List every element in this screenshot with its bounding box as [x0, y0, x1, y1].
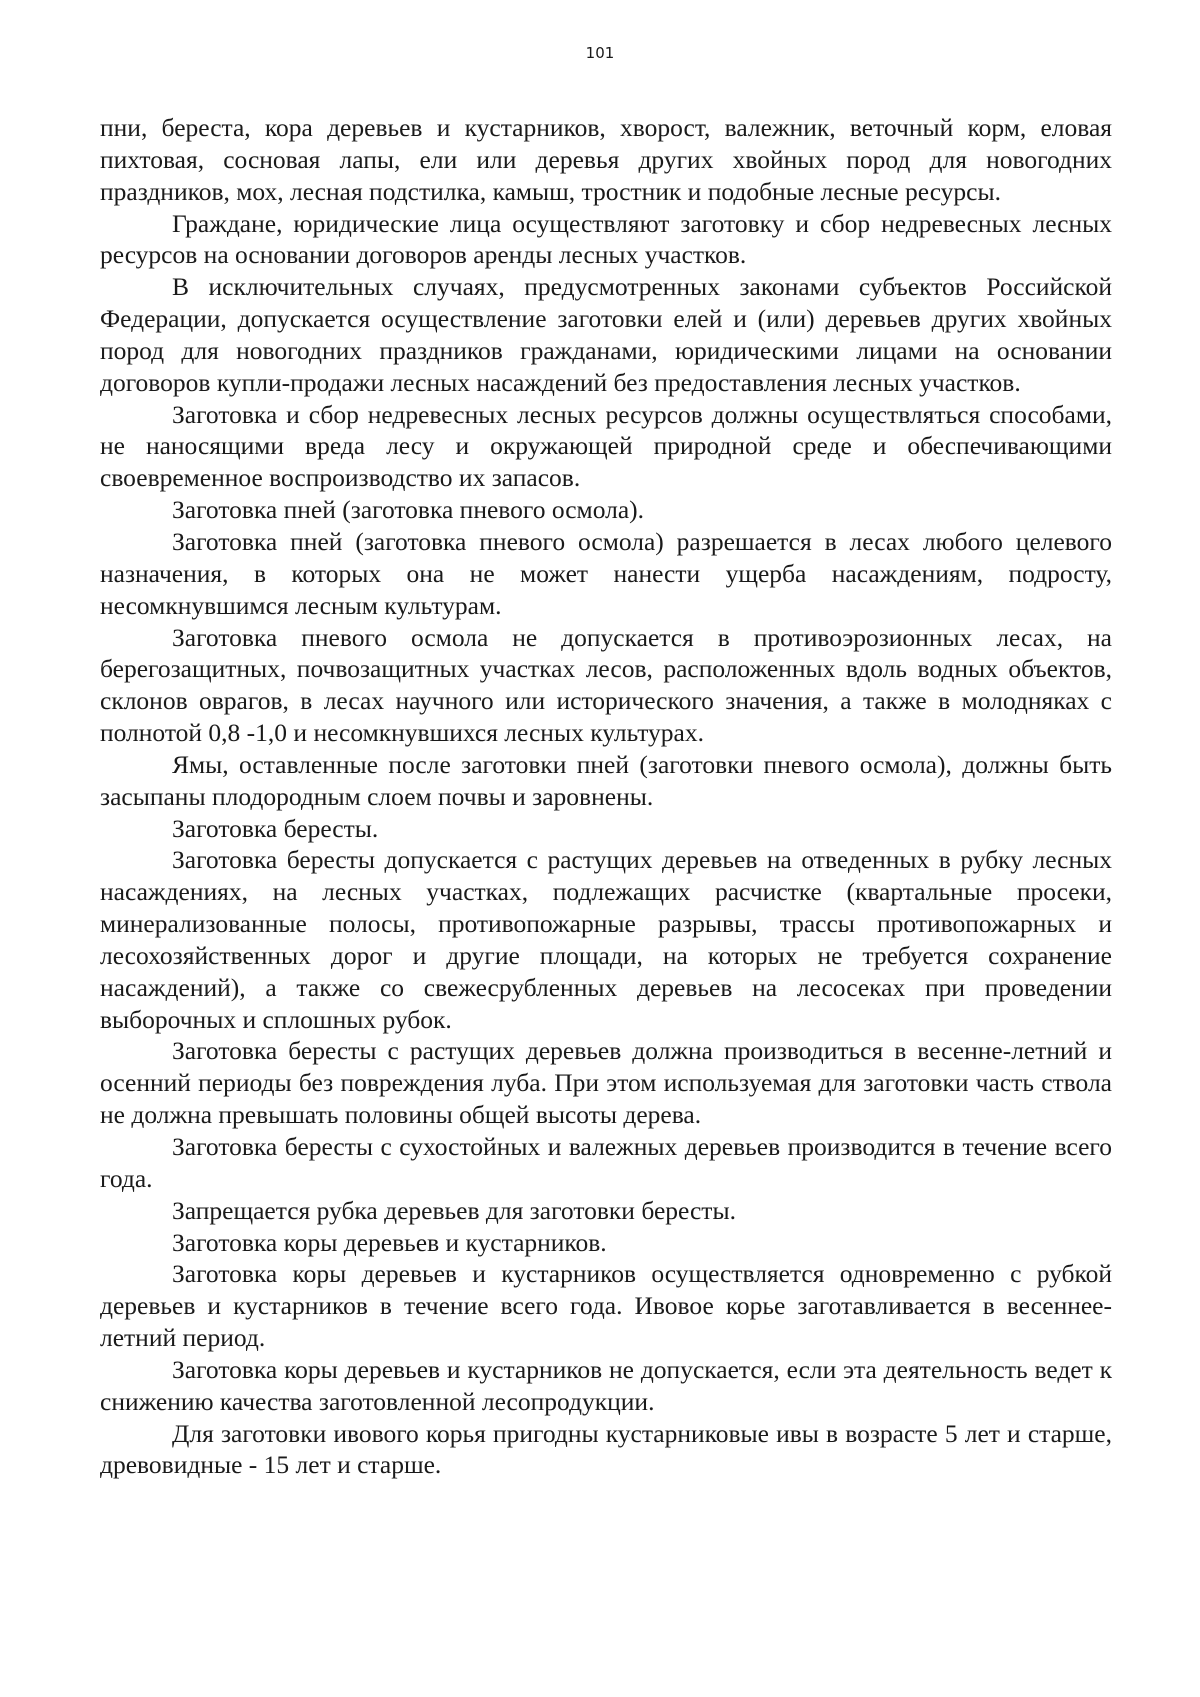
paragraph: пни, береста, кора деревьев и кустарников, хворост, валежник, веточный корм, еловая пихтовая, сосновая лапы, ели или деревья других хвойных пород для новогодних праздников, мох, лесная подстилка, камыш, тростник и подобные лесные ресурсы. — [100, 113, 1112, 206]
paragraph: Заготовка пневого осмола не допускается в противоэрозионных лесах, на берегозащитных, почвозащитных участках лесов, расположенных вдоль водных объектов, склонов оврагов, в лесах научного или исторического значения, а также в молодняках с полнотой 0,8 -1,0 и несомкнувшихся лесных культурах. — [100, 622, 1112, 748]
paragraph: В исключительных случаях, предусмотренных законами субъектов Российской Федерации, допускается осуществление заготовки елей и (или) деревьев других хвойных пород для новогодних праздников гражданами, юридическими лицами на основании договоров купли-продажи лесных насаждений без предоставления лесных участков. — [100, 272, 1112, 397]
paragraph: Заготовка коры деревьев и кустарников не допускается, если эта деятельность ведет к снижению качества заготовленной лесопродукции. — [100, 1354, 1112, 1416]
paragraph: Заготовка бересты с растущих деревьев должна производиться в весенне-летний и осенний периоды без повреждения луба. При этом используемая для заготовки часть ствола не должна превышать половины общей высоты дерева. — [100, 1036, 1112, 1130]
section-heading: Заготовка коры деревьев и кустарников. — [172, 1227, 607, 1257]
paragraph: Заготовка коры деревьев и кустарников осуществляется одновременно с рубкой деревьев и кустарников в течение всего года. Ивовое корье заготавливается в весеннее-летний период. — [100, 1259, 1112, 1353]
section-heading: Заготовка бересты. — [172, 813, 379, 843]
paragraph: Заготовка бересты с сухостойных и валежных деревьев производится в течение всего года. — [100, 1132, 1112, 1193]
paragraph: Заготовка пней (заготовка пневого осмола) разрешается в лесах любого целевого назначения, в которых она не может нанести ущерба насаждениям, подросту, несомкнувшимся лесным культурам. — [100, 526, 1112, 620]
paragraph: Запрещается рубка деревьев для заготовки бересты. — [172, 1195, 736, 1225]
section-heading: Заготовка пней (заготовка пневого осмола). — [172, 495, 645, 525]
paragraph: Для заготовки ивового корья пригодны кустарниковые ивы в возрасте 5 лет и старше, древовидные - 15 лет и старше. — [100, 1418, 1112, 1480]
paragraph: Заготовка и сбор недревесных лесных ресурсов должны осуществляться способами, не наносящими вреда лесу и окружающей природной среде и обеспечивающими своевременное воспроизводство их запасов. — [100, 399, 1112, 493]
paragraph: Ямы, оставленные после заготовки пней (заготовки пневого осмола), должны быть засыпаны плодородным слоем почвы и заровнены. — [100, 749, 1112, 811]
paragraph: Заготовка бересты допускается с растущих деревьев на отведенных в рубку лесных насаждениях, на лесных участках, подлежащих расчистке (квартальные просеки, минерализованные полосы, противопожарные разрывы, трассы противопожарных и лесохозяйственных дорог и другие площади, на которых не требуется сохранение насаждений), а также со свежесрубленных деревьев на лесосеках при проведении выборочных и сплошных рубок. — [100, 845, 1112, 1034]
paragraph: Граждане, юридические лица осуществляют заготовку и сбор недревесных лесных ресурсов на основании договоров аренды лесных участков. — [100, 208, 1112, 270]
page-number: 101 — [585, 44, 615, 62]
document-body — [100, 112, 1112, 1481]
